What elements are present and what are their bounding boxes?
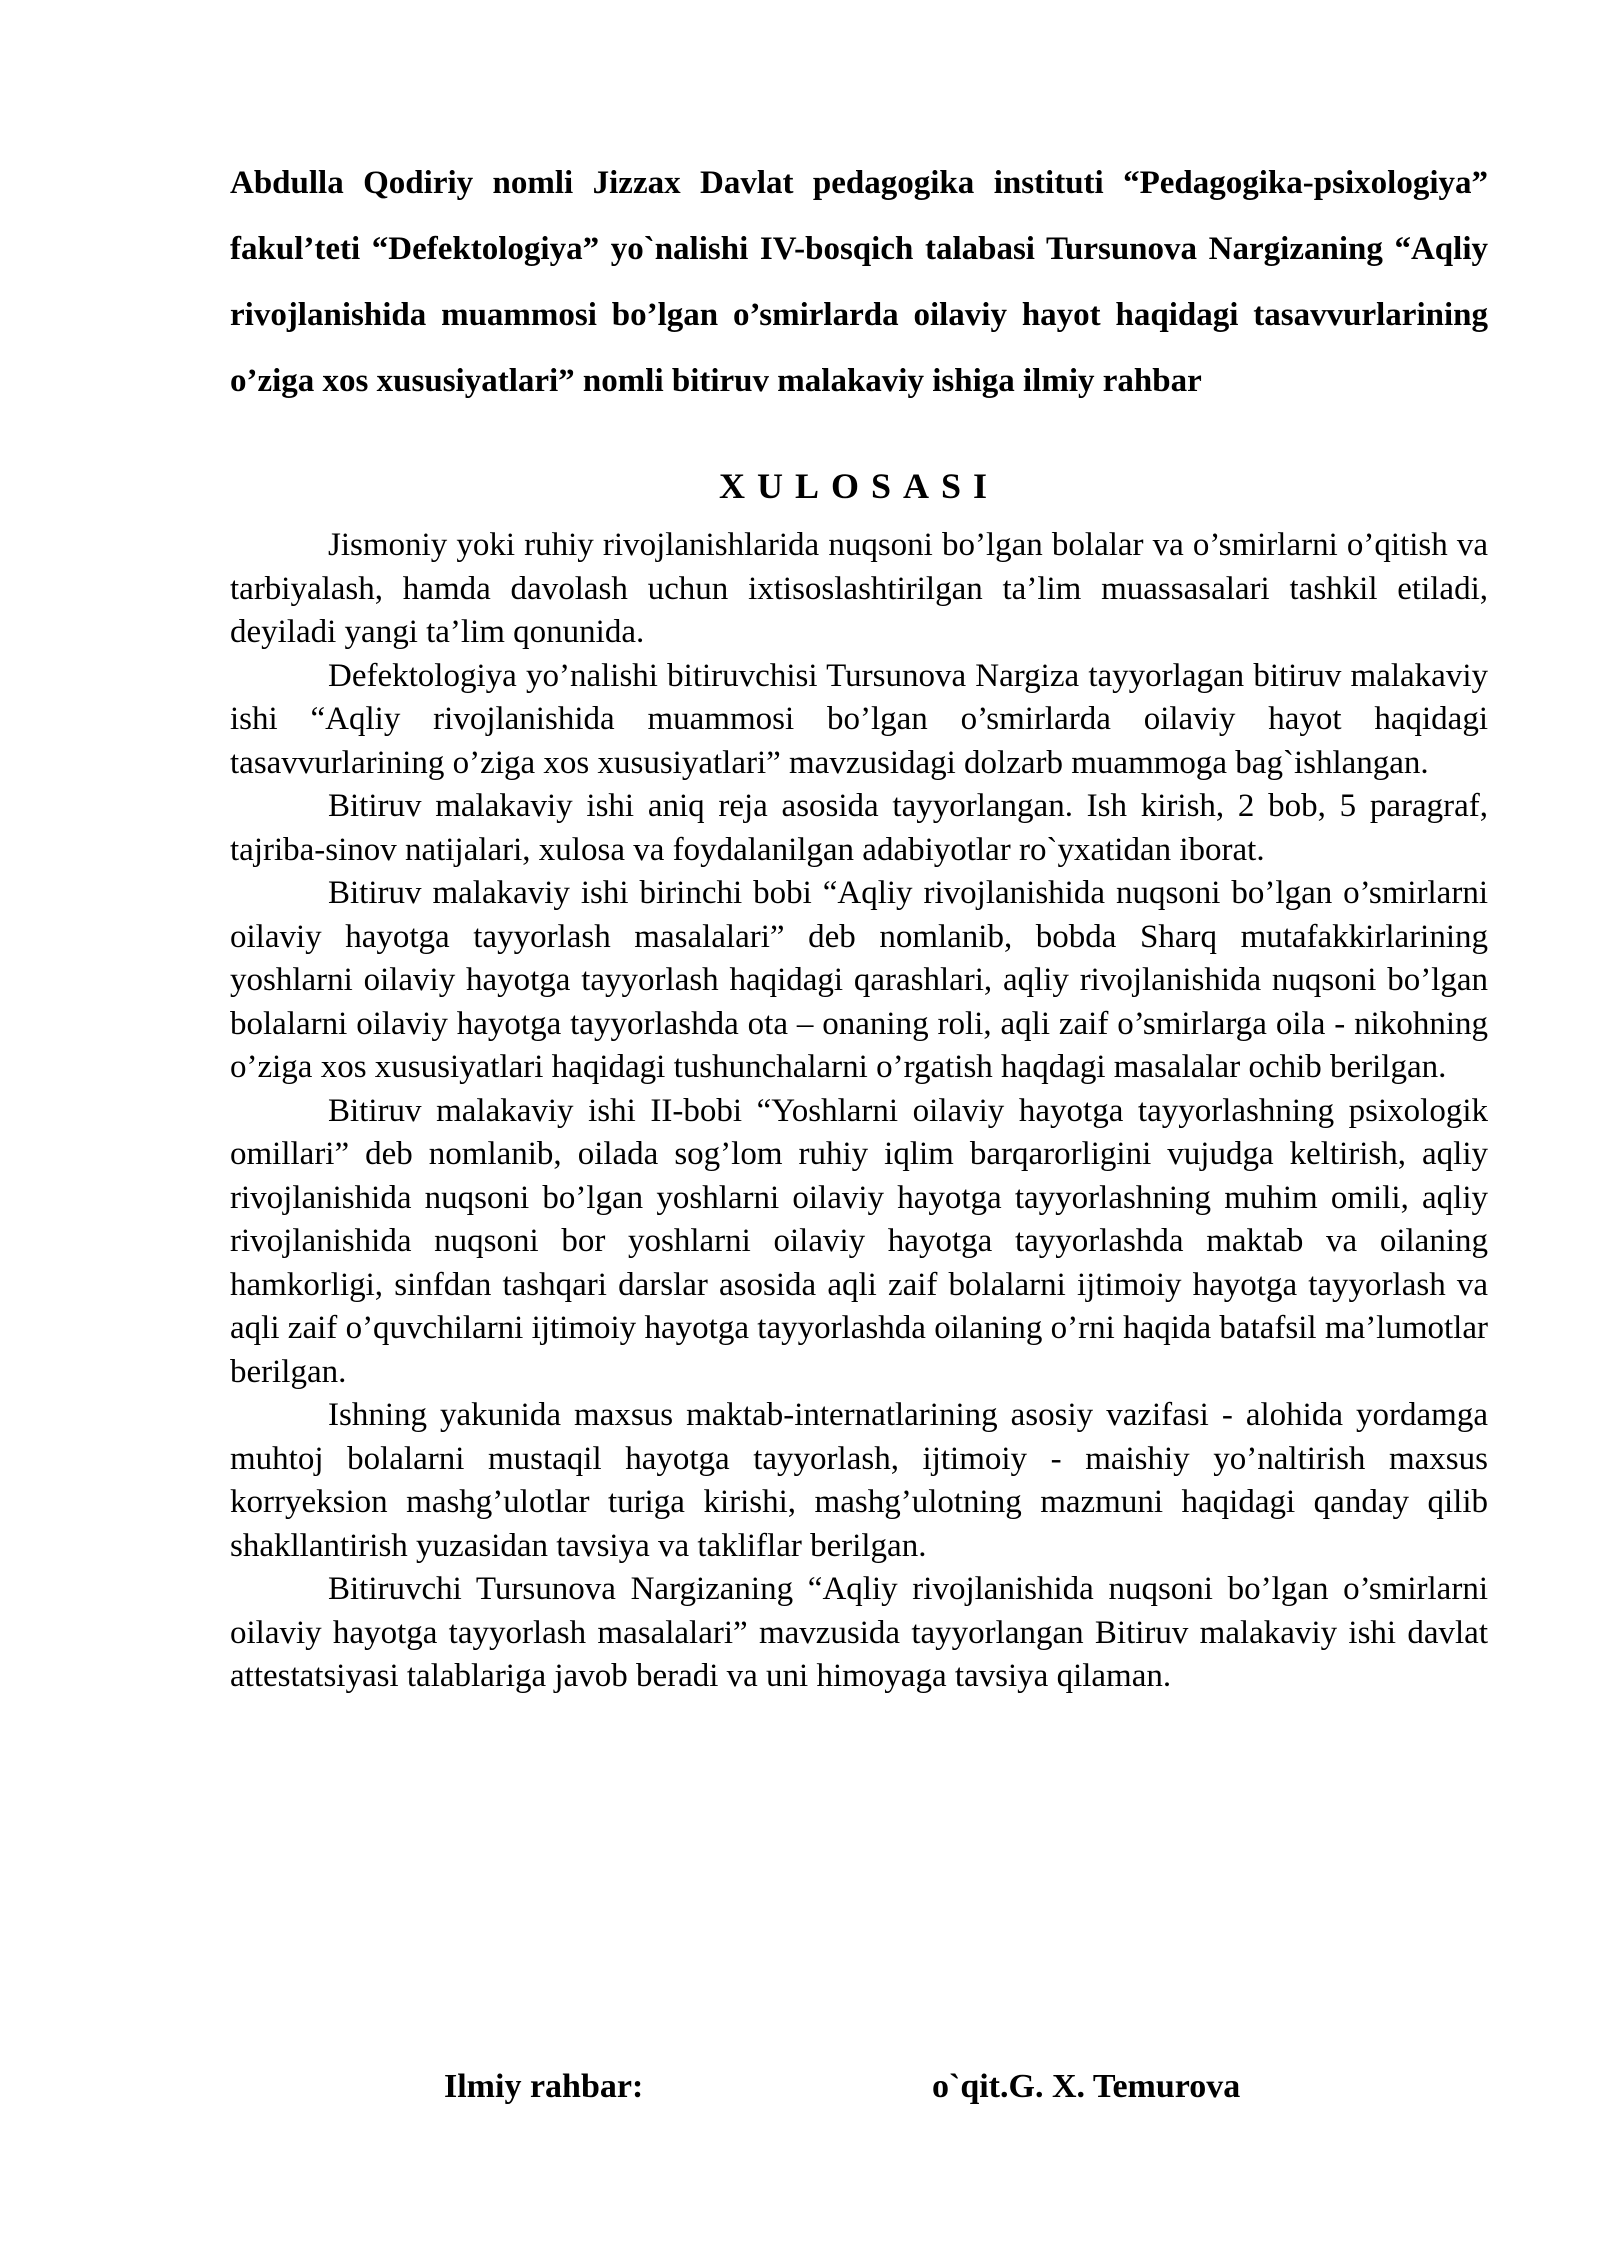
paragraph: Bitiruvchi Tursunova Nargizaning “Aqliy rivojlanishida nuqsoni bo’lgan o’smirlarni oilaviy hayotga tayyorlash masalalari” mavzusida tayyorlangan Bitiruv malakaviy ishi davlat attestatsiyasi talablariga javob beradi va uni himoyaga tavsiya qilaman. — [230, 1571, 1488, 1694]
paragraph: Bitiruv malakaviy ishi aniq reja asosida tayyorlangan. Ish kirish, 2 bob, 5 paragraf, tajriba-sinov natijalari, xulosa va foydalanilgan adabiyotlar ro`yxatidan iborat. — [230, 788, 1488, 868]
document-body — [230, 524, 1488, 1699]
signature-block — [230, 2068, 1488, 2128]
document-page — [230, 150, 1488, 2105]
paragraph: Jismoniy yoki ruhiy rivojlanishlarida nuqsoni bo’lgan bolalar va o’smirlarni o’qitish va tarbiyalash, hamda davolash uchun ixtisoslashtirilgan ta’lim muassasalari tashkil etiladi, deyiladi yangi ta’lim qonunida. — [230, 527, 1488, 650]
signature-label: Ilmiy rahbar: — [444, 2068, 644, 2105]
signature-name: o`qit.G. X. Temurova — [932, 2068, 1241, 2105]
paragraph: Bitiruv malakaviy ishi birinchi bobi “Aqliy rivojlanishida nuqsoni bo’lgan o’smirlarni oilaviy hayotga tayyorlash masalalari” deb nomlanib, bobda Sharq mutafakkirlarining yoshlarni oilaviy hayotga tayyorlash haqidagi qarashlari, aqliy rivojlanishida nuqsoni bo’lgan bolalarni oilaviy hayotga tayyorlashda ota – onaning roli, aqli zaif o’smirlarga oila - nikohning o’ziga xos xususiyatlari haqidagi tushunchalarni o’rgatish haqdagi masalalar ochib berilgan. — [230, 875, 1488, 1085]
document-title: XULOSASI — [718, 466, 1000, 506]
paragraph: Defektologiya yo’nalishi bitiruvchisi Tursunova Nargiza tayyorlagan bitiruv malakaviy ishi “Aqliy rivojlanishida muammosi bo’lgan o’smirlarda oilaviy hayot haqidagi tasavvurlarining o’ziga xos xususiyatlari” mavzusidagi dolzarb muammoga bag`ishlangan. — [230, 657, 1488, 781]
document-header: Abdulla Qodiriy nomli Jizzax Davlat pedagogika instituti “Pedagogika-psixologiya” fakul’teti “Defektologiya” yo`nalishi IV-bosqich talabasi Tursunova Nargizaning “Aqliy rivojlanishida muammosi bo’lgan o’smirlarda oilaviy hayot haqidagi tasavvurlarining o’ziga xos xususiyatlari” nomli bitiruv malakaviy ishiga ilmiy rahbar — [230, 165, 1488, 399]
paragraph: Ishning yakunida maxsus maktab-internatlarining asosiy vazifasi - alohida yordamga muhtoj bolalarni mustaqil hayotga tayyorlash, ijtimoiy - maishiy yo’naltirish maxsus korryeksion mashg’ulotlar turiga kirishi, mashg’ulotning mazmuni haqidagi qanday qilib shakllantirish yuzasidan tavsiya va takliflar berilgan. — [230, 1397, 1488, 1564]
paragraph: Bitiruv malakaviy ishi II-bobi “Yoshlarni oilaviy hayotga tayyorlashning psixologik omillari” deb nomlanib, oilada sog’lom ruhiy iqlim barqarorligini vujudga keltirish, aqliy rivojlanishida nuqsoni bo’lgan yoshlarni oilaviy hayotga tayyorlashning muhim omili, aqliy rivojlanishida nuqsoni bor yoshlarni oilaviy hayotga tayyorlashda maktab va oilaning hamkorligi, sinfdan tashqari darslar asosida aqli zaif bolalarni ijtimoiy hayotga tayyorlash va aqli zaif o’quvchilarni ijtimoiy hayotga tayyorlashda oilaning o’rni haqida batafsil ma’lumotlar berilgan. — [230, 1092, 1488, 1390]
